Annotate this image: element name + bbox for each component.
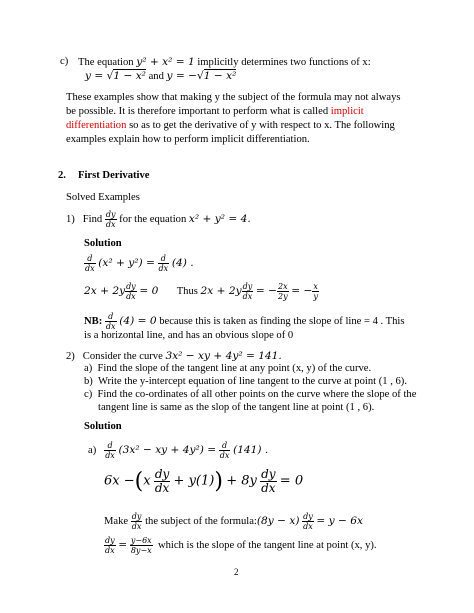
ex2-c: [84, 389, 416, 400]
make-eq2: = y − 6x: [316, 514, 363, 527]
ex1-line: [66, 210, 251, 229]
ex1-text: for the equation: [119, 213, 187, 225]
nb-eq: (4) = 0: [119, 314, 157, 327]
nb-label: NB:: [84, 315, 103, 327]
make-word: Make: [104, 515, 129, 527]
sa-label: a): [88, 444, 97, 456]
2x-2y-frac: $\frac{2x}{2y}$: [278, 282, 288, 301]
ex2-b-text: Write the y-intercept equation of line tangent to the curve at point (1 , 6).: [97, 376, 407, 387]
section-number: 2.: [58, 170, 66, 181]
sa-eq0: = 0: [279, 473, 304, 489]
ex1-s1b: (4) .: [171, 256, 194, 269]
dydx-frac: $\frac{dy}{dx}$: [105, 210, 116, 229]
ex2-c-text1: Find the co-ordinates of all other points on the curve where the slope of the: [97, 389, 417, 400]
ex2-num: 2): [66, 351, 75, 362]
item-c-line1: [78, 56, 371, 68]
para-line3b: so as to get the derivative of y with respect to x. The following: [129, 120, 395, 131]
dydx-frac: $\frac{dy}{dx}$: [105, 536, 115, 555]
sa-8y: + 8y: [226, 473, 257, 489]
nb-line2: is a horizontal line, and has an obvious slope of 0: [84, 330, 294, 341]
section-subtitle: Solved Examples: [66, 192, 140, 203]
dydx-frac: $\frac{dy}{dx}$: [131, 512, 142, 531]
ex2-c-line2: tangent line is same as the slop of the tangent line at point (1 , 6).: [98, 402, 375, 413]
ex2-make-line: [104, 512, 363, 531]
ex1-step1: [84, 254, 194, 273]
sa-eq1: (3x² − xy + 4y²) =: [118, 443, 217, 456]
ex2-a-text: Find the slope of the tangent line at any point (x, y) of the curve.: [97, 363, 372, 374]
ex2-a-label: a): [84, 363, 93, 374]
func2-radicand: 1 − x²: [203, 70, 237, 82]
sa-plus: + y(1): [173, 473, 215, 489]
dydx-frac: $\frac{dy}{dx}$: [126, 282, 136, 301]
and-word: and: [148, 71, 164, 82]
dydx-frac: $\frac{dy}{dx}$: [154, 467, 170, 495]
dydx-frac: $\frac{dy}{dx}$: [261, 467, 276, 495]
ex2-line: [66, 350, 282, 362]
make-eq: (8y − x): [256, 514, 300, 527]
para-line2: [66, 106, 364, 117]
final-frac: $\frac{y-6x}{8y-x}$: [130, 536, 152, 555]
sa-eq1b: (141) .: [233, 443, 269, 456]
func1: y = √: [85, 70, 114, 82]
ex1-s2e: = −: [291, 284, 313, 297]
item-c-label: c): [60, 56, 69, 67]
ex2-final-line: $\frac{dy}{dx}$ = $\frac{y-6x}{8y-x}$ which is the slope of the tangent line at point (x, y).: [105, 536, 377, 555]
ex2-a: [84, 363, 371, 374]
ex1-num: 1): [66, 213, 75, 225]
ex2-c-label: c): [84, 389, 93, 400]
section-title: First Derivative: [78, 170, 150, 181]
ex1-s2c: 2x + 2y: [200, 284, 242, 297]
ex2-text1: Consider the curve: [82, 351, 163, 362]
item-c-text1: The equation: [78, 57, 134, 68]
item-c-equation: y² + x² = 1: [136, 56, 195, 68]
ex2-curve: 3x² − xy + 4y² = 141.: [165, 350, 282, 362]
item-c-line2: [85, 70, 236, 82]
func1-radicand: 1 − x²: [113, 70, 146, 82]
x-y-frac: $\frac{x}{y}$: [313, 282, 318, 301]
d-dx-frac: $\frac{d}{dx}$: [219, 441, 230, 460]
make-text: the subject of the formula:: [145, 515, 257, 527]
final-text: which is the slope of the tangent line at point (x, y).: [157, 539, 377, 551]
d-dx-frac: $\frac{d}{dx}$: [105, 441, 115, 460]
implicit-word: implicit: [330, 106, 364, 117]
para-line2a: be possible. It is therefore important to perform what is called: [66, 106, 329, 117]
para-line1: These examples show that making y the subject of the formula may not always: [66, 92, 401, 103]
sa-x: x: [143, 473, 151, 489]
nb-text: because this is taken as finding the slope of line = 4 . This: [159, 315, 405, 327]
ex1-s2d: = −: [255, 284, 278, 297]
d-dx-frac: $\frac{d}{dx}$: [105, 312, 116, 331]
para-line3: [66, 120, 395, 131]
ex2-sa-line2: 6x −(x $\frac{dy}{dx}$ + y(1)) + 8y $\frac{dy}{dx}$ = 0: [104, 467, 304, 495]
ex2-b-label: b): [84, 376, 93, 387]
ex1-s2a: 2x + 2y: [84, 284, 126, 297]
dydx-frac: $\frac{dy}{dx}$: [242, 282, 253, 301]
differentiation-word: differentiation: [66, 120, 127, 131]
ex1-s1a: (x² + y²) =: [98, 256, 155, 269]
ex1-find: Find: [82, 213, 103, 225]
item-c-text2: implicitly determines two functions of x:: [197, 57, 371, 68]
ex2-b: [84, 376, 407, 387]
page-number: 2: [234, 567, 239, 577]
ex2-sa-line1: [88, 441, 268, 460]
sa-6x: 6x −: [104, 473, 135, 489]
ex1-s2b: = 0: [139, 284, 159, 297]
thus-word: Thus: [176, 285, 198, 297]
ex1-step2: [84, 282, 319, 301]
ex1-solution: Solution: [84, 238, 122, 249]
para-line4: examples explain how to perform implicit differentiation.: [66, 134, 310, 145]
ex1-eq: x² + y² = 4.: [188, 212, 251, 225]
ex1-nb-line: [84, 312, 405, 331]
func2: y = −√: [166, 70, 204, 82]
d-dx-frac: $\frac{d}{dx}$: [158, 254, 169, 273]
ex2-solution: Solution: [84, 421, 122, 432]
d-dx-frac: $\frac{d}{dx}$: [85, 254, 95, 273]
dydx-frac: $\frac{dy}{dx}$: [303, 512, 313, 531]
